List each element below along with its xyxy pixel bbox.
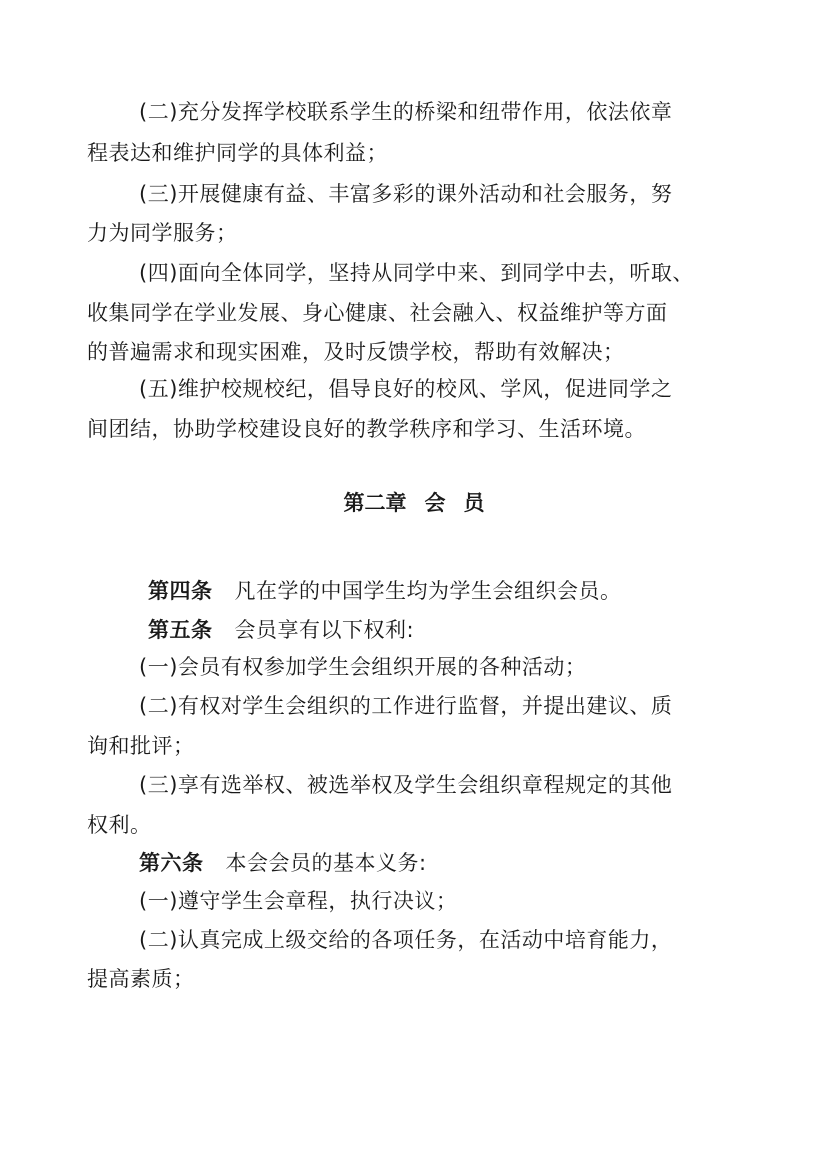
chapter-heading-char-2: 员 (463, 491, 485, 515)
item-5-line-2: 间团结，协助学校建设良好的教学秩序和学习、生活环境。 (87, 417, 646, 441)
item-2-line-2: 程表达和维护同学的具体利益； (87, 141, 388, 165)
article-6-label: 第六条 (139, 851, 204, 875)
article-4-label: 第四条 (148, 579, 213, 603)
article-5-text: 会员享有以下权利: (234, 618, 415, 642)
chapter-heading (0, 488, 828, 518)
article-5-item-3-line-1: (三)享有选举权、被选举权及学生会组织章程规定的其他 (139, 773, 673, 797)
article-6-item-2-line-2: 提高素质； (87, 967, 195, 991)
article-6-item-2-line-1: (二)认真完成上级交给的各项任务，在活动中培育能力， (139, 928, 673, 952)
item-4-line-1: (四)面向全体同学，坚持从同学中来、到同学中去，听取、 (139, 261, 694, 285)
article-5-item-2-line-2: 询和批评； (87, 734, 195, 758)
article-4 (148, 576, 622, 606)
article-6-text: 本会会员的基本义务: (225, 851, 427, 875)
article-5-item-3-line-2: 权利。 (87, 813, 152, 837)
article-5-label: 第五条 (148, 618, 213, 642)
article-5-item-2-line-1: (二)有权对学生会组织的工作进行监督，并提出建议、质 (139, 694, 673, 718)
article-6 (139, 848, 427, 878)
item-4-line-3: 的普遍需求和现实困难，及时反馈学校，帮助有效解决； (87, 340, 625, 364)
item-4-line-2: 收集同学在学业发展、身心健康、社会融入、权益维护等方面 (87, 301, 668, 325)
item-2-line-1: (二)充分发挥学校联系学生的桥梁和纽带作用，依法依章 (139, 100, 673, 124)
article-5-item-1: (一)会员有权参加学生会组织开展的各种活动； (139, 655, 587, 679)
chapter-heading-char-1: 会 (424, 491, 446, 515)
article-4-text: 凡在学的中国学生均为学生会组织会员。 (234, 579, 622, 603)
item-3-line-2: 力为同学服务； (87, 221, 238, 245)
item-5-line-1: (五)维护校规校纪，倡导良好的校风、学风，促进同学之 (139, 377, 673, 401)
item-3-line-1: (三)开展健康有益、丰富多彩的课外活动和社会服务，努 (139, 182, 673, 206)
article-6-item-1: (一)遵守学生会章程，执行决议； (139, 889, 458, 913)
chapter-heading-number: 第二章 (343, 491, 407, 515)
article-5 (148, 615, 414, 645)
